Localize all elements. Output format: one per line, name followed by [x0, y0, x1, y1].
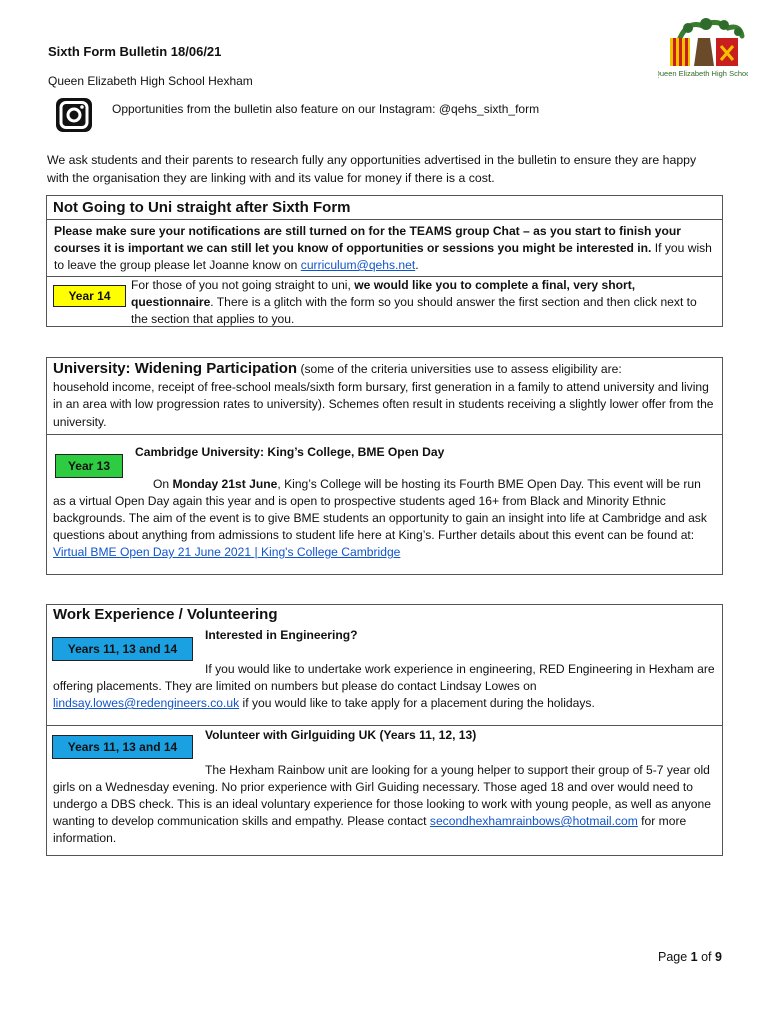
item-title: Interested in Engineering?: [205, 628, 358, 642]
girlguiding-text: [53, 762, 716, 847]
curriculum-email-link[interactable]: curriculum@qehs.net: [300, 258, 416, 272]
section-work-experience: [46, 604, 723, 856]
bme-open-day-text: [53, 476, 716, 561]
instagram-note: Opportunities from the bulletin also feature on our Instagram: @qehs_sixth_form: [112, 102, 540, 116]
wp-intro-block: [47, 358, 722, 431]
section-heading: Work Experience / Volunteering: [53, 606, 278, 623]
item-text-rest: for more information.: [53, 814, 687, 845]
item-title: Cambridge University: King’s College, BME Open Day: [135, 445, 445, 459]
year-badge: Year 13: [55, 454, 123, 478]
item-text-rest: , King’s College will be hosting its Fourth BME Open Day. This event will be run as a virtual Open Day again this year and is open to prospective students aged 16+ from Black and Minority Ethnic backgrounds. The aim of the event is to give BME students an opportunity to gain an insight into life at Cambridge and ask questions about anything from admissions to student life here at King’s. Further details about this event can be found at:: [53, 477, 707, 542]
year-badge: Years 11, 13 and 14: [52, 637, 193, 661]
wp-intro: household income, receipt of free-school meals/sixth form bursary, first generation in a family to attend university and living in an area with low progression rates to university). Schemes often result in students receiving a slightly lower offer from the university.: [53, 379, 714, 429]
item-text: The Hexham Rainbow unit are looking for a young helper to support their group of 5-7 year old girls on a Wednesday evening. No prior experience with Girl Guiding necessary. Those aged 18 and over would need to undergo a DBS check. This is an ideal voluntary experience for those looking to work with young people, as well as anyone wanting to develop communication skills and empathy. Please contact: [53, 763, 711, 828]
kings-college-link[interactable]: Virtual BME Open Day 21 June 2021 | King's College Cambridge: [53, 545, 401, 559]
section-heading: University: Widening Participation: [53, 360, 298, 377]
item-text: For those of you not going straight to uni,: [131, 278, 355, 292]
logo-text: Queen Elizabeth High School: [658, 69, 748, 78]
page-label: Page: [658, 950, 691, 964]
questionnaire-link[interactable]: we would like you to complete a final, very short, questionnaire: [131, 278, 636, 309]
page-current: 1: [690, 950, 698, 964]
rainbows-email-link[interactable]: secondhexhamrainbows@hotmail.com: [429, 814, 638, 828]
school-name: Queen Elizabeth High School Hexham: [48, 74, 253, 88]
section-not-uni: [46, 195, 723, 327]
teams-notice: [47, 220, 722, 276]
item-title: Volunteer with Girlguiding UK (Years 11, 12, 13): [205, 728, 477, 742]
page-of: of: [697, 950, 715, 964]
item-text-rest: . There is a glitch with the form so you should answer the first section and then click next to the section that applies to you.: [131, 295, 697, 326]
item-text: If you would like to undertake work experience in engineering, RED Engineering in Hexham are offering placements. They are limited on numbers but please do contact Lindsay Lowes on: [53, 662, 715, 693]
intro-paragraph: We ask students and their parents to research fully any opportunities advertised in the bulletin to ensure they are happy with the organisation they are linking with and its value for money if there is a cost.: [47, 153, 697, 185]
notice-end: .: [415, 258, 419, 272]
section-heading-note: (some of the criteria universities use to assess eligibility are:: [297, 362, 622, 376]
lindsay-email-link[interactable]: lindsay.lowes@redengineers.co.uk: [53, 696, 240, 710]
bulletin-title: Sixth Form Bulletin 18/06/21: [48, 44, 222, 59]
year-badge: Years 11, 13 and 14: [52, 735, 193, 759]
instagram-icon[interactable]: [54, 97, 94, 133]
item-text: On: [153, 477, 173, 491]
page-total: 9: [715, 950, 722, 964]
questionnaire-item: [131, 277, 711, 328]
section-widening-participation: [46, 357, 723, 575]
teams-notice-bold: Please make sure your notifications are still turned on for the TEAMS group Chat – as you start to finish your courses it is important we can still let you know of opportunities or sessions you might be interested in.: [54, 224, 681, 255]
item-date: Monday 21st June: [172, 477, 278, 491]
section-heading: Not Going to Uni straight after Sixth Form: [53, 199, 351, 216]
page-number: [658, 950, 722, 964]
teams-notice-text: If you wish to leave the group please let Joanne know on: [54, 241, 712, 272]
school-logo: [658, 16, 748, 88]
item-text-rest: if you would like to take apply for a placement during the holidays.: [239, 696, 595, 710]
engineering-text: [53, 661, 716, 712]
year-badge: Year 14: [53, 285, 126, 307]
